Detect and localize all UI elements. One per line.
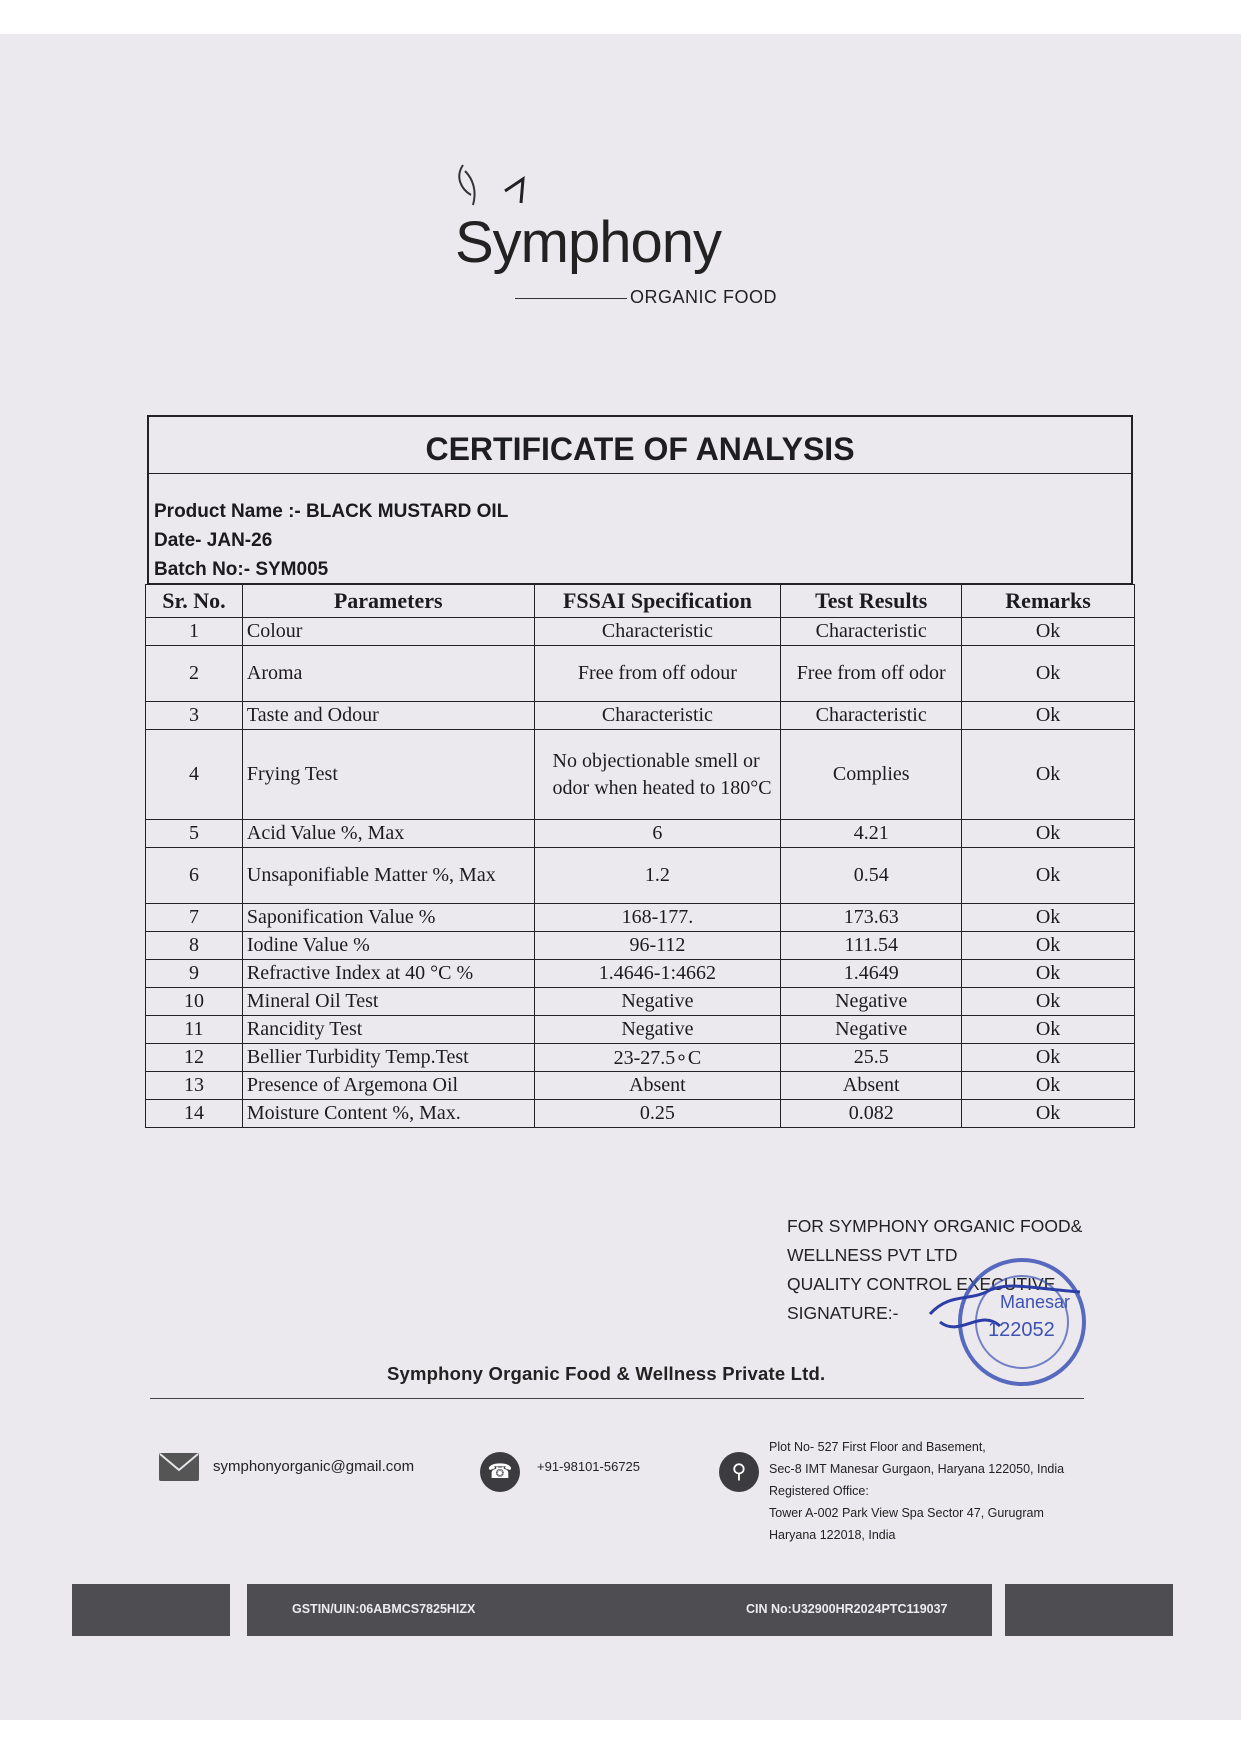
cell-remark: Ok — [962, 618, 1135, 646]
cell-parameter: Refractive Index at 40 °C % — [242, 960, 534, 988]
stamp-location: Manesar — [1000, 1292, 1071, 1312]
header-remarks: Remarks — [962, 585, 1135, 618]
cell-sr-no: 2 — [146, 646, 243, 702]
cell-fssai-spec: 96-112 — [534, 932, 781, 960]
table-row — [146, 820, 1135, 848]
cell-parameter: Mineral Oil Test — [242, 988, 534, 1016]
cell-test-result: Characteristic — [781, 702, 962, 730]
cell-remark: Ok — [962, 820, 1135, 848]
cell-fssai-spec: 23-27.5∘C — [534, 1044, 781, 1072]
cell-remark: Ok — [962, 1016, 1135, 1044]
cell-parameter: Taste and Odour — [242, 702, 534, 730]
address-line: Sec-8 IMT Manesar Gurgaon, Haryana 122050, India — [769, 1462, 1065, 1476]
table-row — [146, 1072, 1135, 1100]
cell-fssai-spec: 0.25 — [534, 1100, 781, 1128]
cell-fssai-spec: 6 — [534, 820, 781, 848]
cell-test-result: 0.082 — [781, 1100, 962, 1128]
cell-remark: Ok — [962, 1072, 1135, 1100]
cell-remark: Ok — [962, 904, 1135, 932]
cell-test-result: 25.5 — [781, 1044, 962, 1072]
cell-sr-no: 9 — [146, 960, 243, 988]
contact-address — [769, 1436, 1064, 1546]
cell-remark: Ok — [962, 646, 1135, 702]
footer-divider — [150, 1398, 1084, 1399]
table-header-row — [146, 585, 1135, 618]
cell-sr-no: 7 — [146, 904, 243, 932]
header-test-results: Test Results — [781, 585, 962, 618]
cell-remark: Ok — [962, 730, 1135, 820]
cell-fssai-spec: Negative — [534, 1016, 781, 1044]
cell-sr-no: 6 — [146, 848, 243, 904]
table-row — [146, 618, 1135, 646]
table-row — [146, 904, 1135, 932]
table-row — [146, 646, 1135, 702]
cell-parameter: Iodine Value % — [242, 932, 534, 960]
contact-email: symphonyorganic@gmail.com — [213, 1458, 415, 1475]
address-line: Tower A-002 Park View Spa Sector 47, Gurugram — [769, 1506, 1044, 1520]
cell-parameter: Acid Value %, Max — [242, 820, 534, 848]
footer-band-right — [1005, 1584, 1173, 1636]
cell-fssai-spec: Characteristic — [534, 702, 781, 730]
cell-fssai-spec: Free from off odour — [534, 646, 781, 702]
cell-test-result: 1.4649 — [781, 960, 962, 988]
contact-phone: +91-98101-56725 — [537, 1459, 641, 1474]
logo-subtitle: ORGANIC FOOD — [630, 287, 778, 307]
document-sheet — [0, 34, 1241, 1720]
table-row — [146, 1044, 1135, 1072]
cell-fssai-spec: 1.2 — [534, 848, 781, 904]
cell-remark: Ok — [962, 988, 1135, 1016]
cell-fssai-spec: Negative — [534, 988, 781, 1016]
footer-band-left — [72, 1584, 230, 1636]
table-row — [146, 730, 1135, 820]
cell-parameter: Bellier Turbidity Temp.Test — [242, 1044, 534, 1072]
cell-remark: Ok — [962, 702, 1135, 730]
cell-test-result: 111.54 — [781, 932, 962, 960]
address-line: Haryana 122018, India — [769, 1528, 896, 1542]
cell-parameter: Frying Test — [242, 730, 534, 820]
signatory-line-1: FOR SYMPHONY ORGANIC FOOD& — [787, 1216, 1083, 1236]
address-line: Plot No- 527 First Floor and Basement, — [769, 1440, 986, 1454]
location-pin-icon: ⚲ — [719, 1452, 759, 1492]
address-line: Registered Office: — [769, 1484, 869, 1498]
title-divider — [149, 473, 1131, 474]
cell-sr-no: 4 — [146, 730, 243, 820]
signatory-line-3: QUALITY CONTROL EXECUTIVE — [787, 1274, 1056, 1294]
table-row — [146, 1100, 1135, 1128]
cell-fssai-spec: 168-177. — [534, 904, 781, 932]
cell-parameter: Presence of Argemona Oil — [242, 1072, 534, 1100]
signatory-line-4: SIGNATURE:- — [787, 1303, 899, 1323]
cell-test-result: Negative — [781, 988, 962, 1016]
cell-test-result: 4.21 — [781, 820, 962, 848]
cell-sr-no: 13 — [146, 1072, 243, 1100]
product-name: Product Name :- BLACK MUSTARD OIL — [154, 501, 509, 522]
table-row — [146, 1016, 1135, 1044]
table-row — [146, 932, 1135, 960]
mail-icon — [158, 1452, 200, 1482]
gstin-number: GSTIN/UIN:06ABMCS7825HIZX — [292, 1602, 476, 1616]
cell-sr-no: 8 — [146, 932, 243, 960]
header-parameters: Parameters — [242, 585, 534, 618]
phone-icon: ☎ — [480, 1452, 520, 1492]
table-row — [146, 848, 1135, 904]
cell-parameter: Colour — [242, 618, 534, 646]
cell-sr-no: 12 — [146, 1044, 243, 1072]
table-row — [146, 702, 1135, 730]
header-fssai-spec: FSSAI Specification — [534, 585, 781, 618]
cell-parameter: Rancidity Test — [242, 1016, 534, 1044]
cell-test-result: 0.54 — [781, 848, 962, 904]
cell-fssai-spec: Absent — [534, 1072, 781, 1100]
stamp-pin: 122052 — [988, 1319, 1055, 1341]
certificate-title: CERTIFICATE OF ANALYSIS — [425, 431, 855, 467]
cell-parameter: Unsaponifiable Matter %, Max — [242, 848, 534, 904]
company-stamp — [910, 1252, 1096, 1392]
certificate-date: Date- JAN-26 — [154, 530, 273, 551]
cell-remark: Ok — [962, 1044, 1135, 1072]
table-row — [146, 988, 1135, 1016]
cell-remark: Ok — [962, 848, 1135, 904]
cell-test-result: Absent — [781, 1072, 962, 1100]
header-sr-no: Sr. No. — [146, 585, 243, 618]
cell-parameter: Aroma — [242, 646, 534, 702]
cell-parameter: Moisture Content %, Max. — [242, 1100, 534, 1128]
batch-number: Batch No:- SYM005 — [154, 559, 329, 580]
certificate-header — [147, 415, 1133, 585]
analysis-table — [145, 584, 1135, 1128]
logo-underline — [515, 298, 627, 299]
cell-test-result: Negative — [781, 1016, 962, 1044]
cell-fssai-spec: No objectionable smell or odor when heated to 180°C — [534, 730, 781, 820]
cell-sr-no: 10 — [146, 988, 243, 1016]
company-logo — [455, 159, 795, 329]
company-name: Symphony Organic Food & Wellness Private Ltd. — [387, 1363, 826, 1384]
cell-fssai-spec: 1.4646-1:4662 — [534, 960, 781, 988]
cell-fssai-spec: Characteristic — [534, 618, 781, 646]
cell-parameter: Saponification Value % — [242, 904, 534, 932]
cell-sr-no: 1 — [146, 618, 243, 646]
cell-sr-no: 11 — [146, 1016, 243, 1044]
cell-test-result: Complies — [781, 730, 962, 820]
cell-remark: Ok — [962, 932, 1135, 960]
cell-sr-no: 14 — [146, 1100, 243, 1128]
logo-wordmark: Symphony — [455, 210, 722, 275]
cell-sr-no: 5 — [146, 820, 243, 848]
cell-sr-no: 3 — [146, 702, 243, 730]
cell-remark: Ok — [962, 960, 1135, 988]
cell-test-result: Characteristic — [781, 618, 962, 646]
table-row — [146, 960, 1135, 988]
cell-test-result: Free from off odor — [781, 646, 962, 702]
signatory-line-2: WELLNESS PVT LTD — [787, 1245, 958, 1265]
cell-test-result: 173.63 — [781, 904, 962, 932]
cin-number: CIN No:U32900HR2024PTC119037 — [746, 1602, 948, 1616]
cell-remark: Ok — [962, 1100, 1135, 1128]
